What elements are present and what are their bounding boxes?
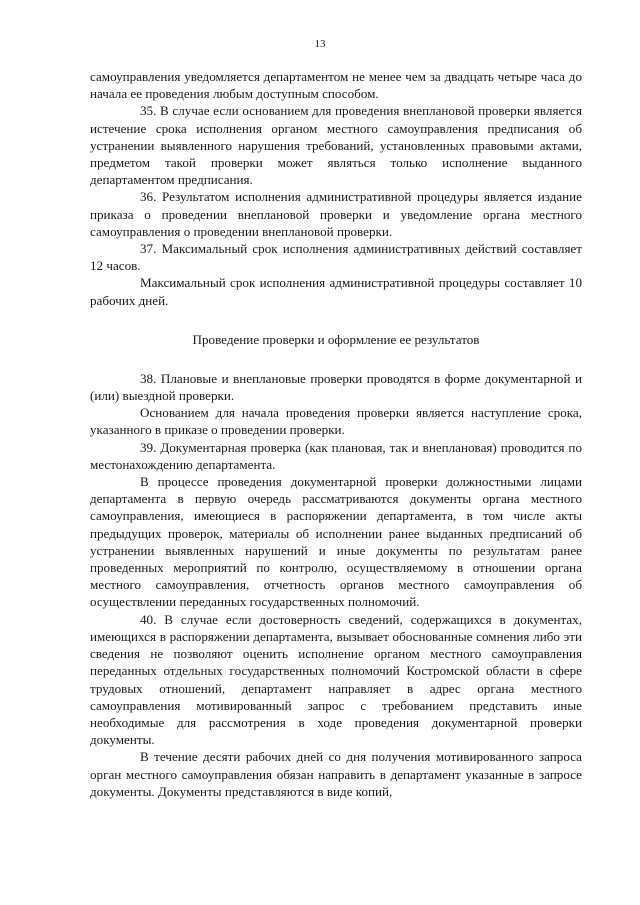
paragraph-35: 35. В случае если основанием для проведения внеплановой проверки является истечение срока исполнения органом местного самоуправления предписания об устранении выявленного нарушения требований, установленных правовыми актами, предметом такой проверки может являться только исполнение выданного департаментом предписания. [90,103,582,188]
page-number: 13 [314,38,326,50]
paragraph-39: 39. Документарная проверка (как плановая, так и внеплановая) проводится по местонахождению департамента. [90,439,582,472]
paragraph-36: 36. Результатом исполнения административной процедуры является издание приказа о проведении внеплановой проверки и уведомление органа местного самоуправления о проведении внеплановой проверки. [90,189,582,239]
section-heading: Проведение проверки и оформление ее результатов [192,331,480,347]
paragraph-40: 40. В случае если достоверность сведений, содержащихся в документах, имеющихся в распоряжении департамента, вызывает обоснованные сомнения либо эти сведения не позволяют оценить исполнение органом местного самоуправления переданных отдельных государственных полномочий Костромской области в сфере трудовых отношений, департамент направляет в адрес органа местного самоуправления мотивированный запрос с требованием представить иные необходимые для рассмотрения в ходе проведения документарной проверки документы. [90,611,582,748]
paragraph-document-review: В процессе проведения документарной проверки должностными лицами департамента в первую очередь рассматриваются документы органа местного самоуправления, имеющиеся в распоряжении департамента, в том числе акты предыдущих проверок, материалы об исполнении ранее выданных предписаний об устранении выявленных нарушений и иные документы по результатам ранее проведенных мероприятий по контролю, осуществляемому в отношении органа местного самоуправления, отчетность органов местного самоуправления об осуществлении переданных государственных полномочий. [90,474,582,610]
paragraph-37: 37. Максимальный срок исполнения административных действий составляет 12 часов. [90,241,582,274]
paragraph-38: 38. Плановые и внеплановые проверки проводятся в форме документарной и (или) выездной проверки. [90,370,582,404]
paragraph-continuation: самоуправления уведомляется департаментом не менее чем за двадцать четыре часа до начала ее проведения любым доступным способом. [90,69,582,102]
paragraph-ten-days: В течение десяти рабочих дней со дня получения мотивированного запроса орган местного самоуправления обязан направить в департамент указанные в запросе документы. Документы представляются в виде копий, [90,749,582,799]
paragraph-max-term: Максимальный срок исполнения административной процедуры составляет 10 рабочих дней. [90,275,582,308]
document-body [90,68,582,800]
paragraph-basis: Основанием для начала проведения проверки является наступление срока, указанного в приказе о проведении проверки. [90,405,582,438]
